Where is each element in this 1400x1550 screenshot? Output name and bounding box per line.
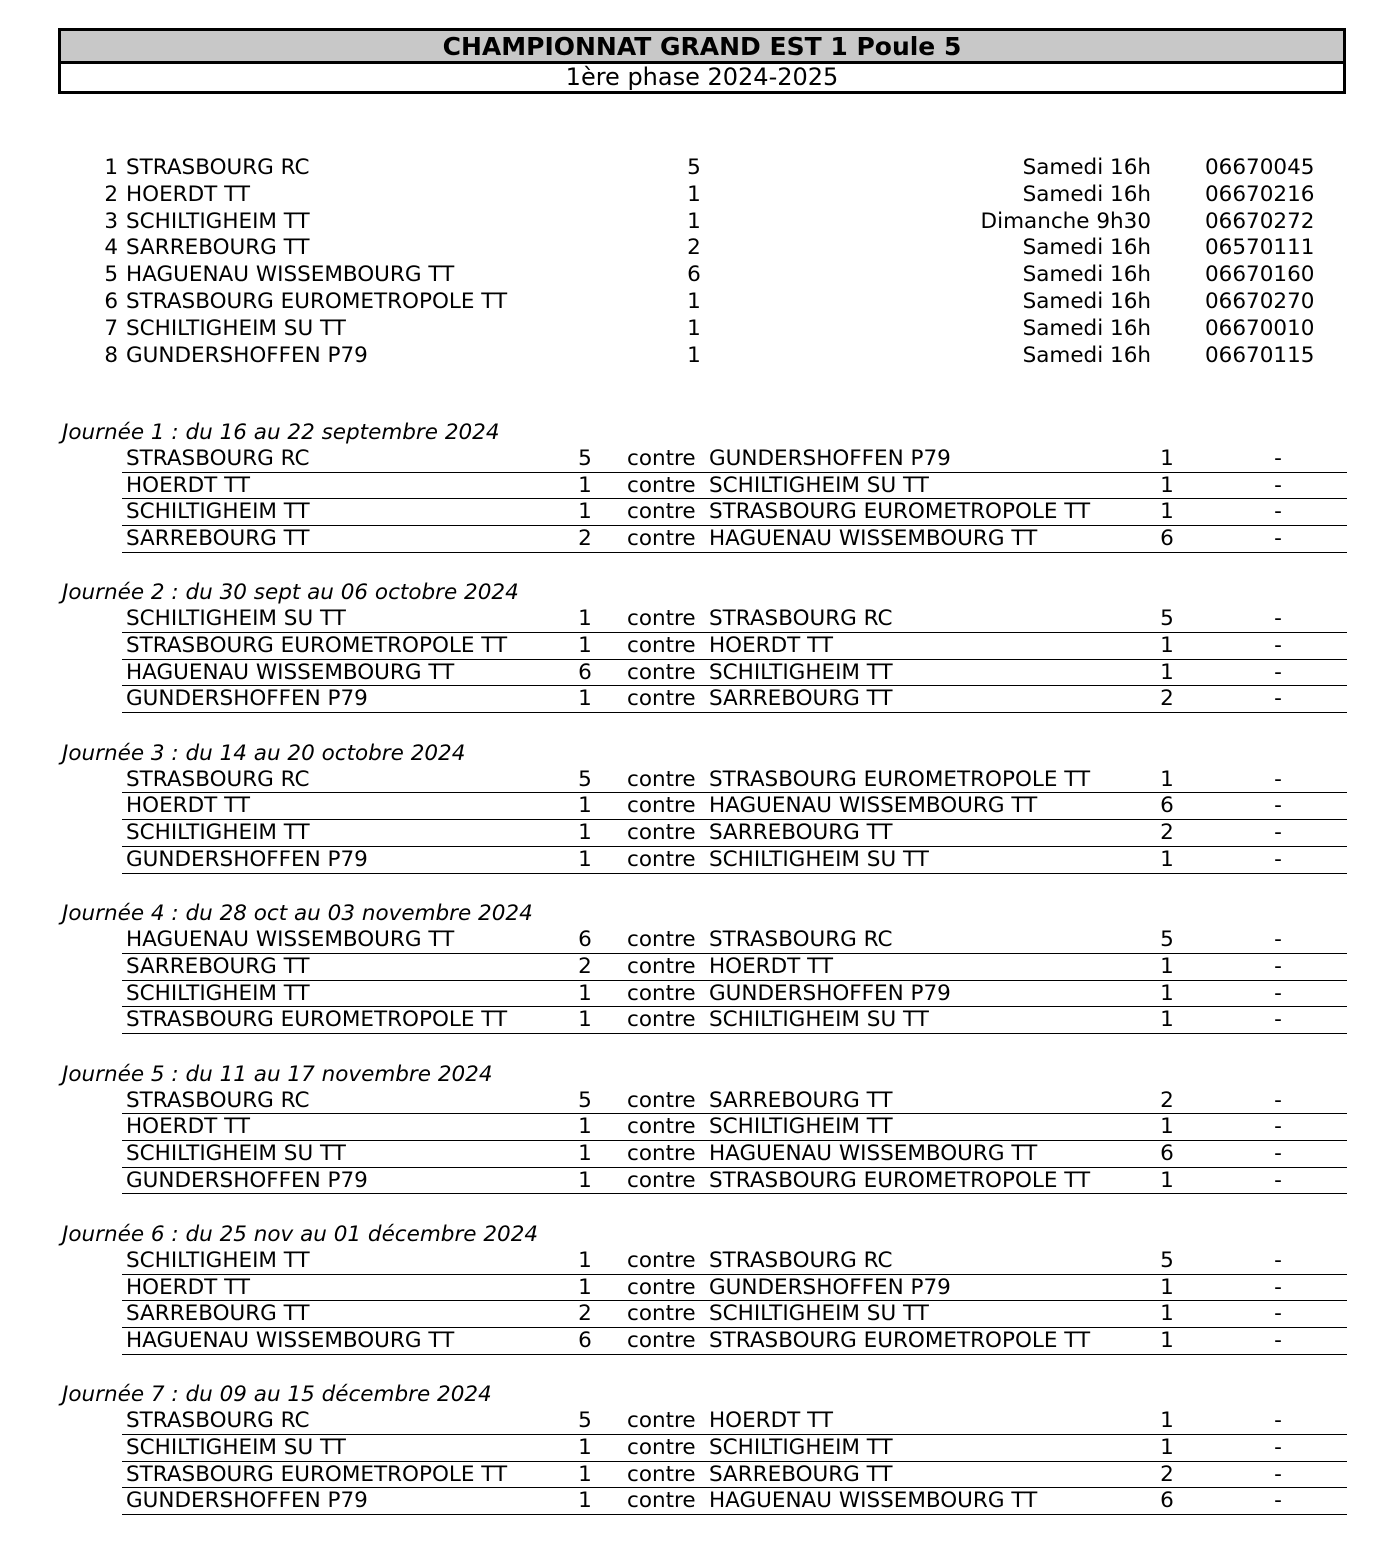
- home-count: 6: [578, 1328, 592, 1354]
- away-count: 1: [1160, 980, 1174, 1006]
- page-title: CHAMPIONNAT GRAND EST 1 Poule 5: [61, 31, 1343, 64]
- away-count: 6: [1160, 1488, 1174, 1514]
- versus-label: contre: [627, 766, 696, 792]
- match-result: -: [1274, 1114, 1282, 1140]
- away-count: 1: [1160, 1435, 1174, 1461]
- away-count: 5: [1160, 927, 1174, 953]
- home-count: 2: [578, 953, 592, 979]
- away-team: STRASBOURG RC: [709, 927, 893, 953]
- home-count: 1: [578, 499, 592, 525]
- versus-label: contre: [627, 1435, 696, 1461]
- match-result: -: [1274, 793, 1282, 819]
- home-team: HOERDT TT: [126, 472, 251, 498]
- team-schedule: Samedi 16h: [1022, 155, 1151, 180]
- versus-label: contre: [627, 1461, 696, 1487]
- match-row: [122, 1007, 1347, 1034]
- match-row: [122, 847, 1347, 874]
- away-team: STRASBOURG EUROMETROPOLE TT: [709, 1328, 1091, 1354]
- match-row: [122, 686, 1347, 713]
- team-code: 06670216: [1205, 181, 1315, 207]
- match-row: [122, 767, 1347, 794]
- match-result: -: [1274, 980, 1282, 1006]
- match-result: -: [1274, 606, 1282, 632]
- versus-label: contre: [627, 633, 696, 659]
- home-count: 1: [578, 472, 592, 498]
- away-team: GUNDERSHOFFEN P79: [709, 446, 951, 471]
- away-team: HOERDT TT: [709, 633, 834, 659]
- away-team: HAGUENAU WISSEMBOURG TT: [709, 1140, 1038, 1166]
- home-team: HOERDT TT: [126, 793, 251, 819]
- team-schedule: Samedi 16h: [1022, 181, 1151, 207]
- match-list: [0, 446, 1400, 553]
- home-team: GUNDERSHOFFEN P79: [126, 846, 368, 872]
- home-count: 1: [578, 1488, 592, 1514]
- home-team: GUNDERSHOFFEN P79: [126, 686, 368, 712]
- versus-label: contre: [627, 1274, 696, 1300]
- away-team: STRASBOURG EUROMETROPOLE TT: [709, 499, 1091, 525]
- match-list: [0, 767, 1400, 874]
- match-list: [0, 606, 1400, 713]
- team-row: [0, 289, 1400, 316]
- away-count: 1: [1160, 633, 1174, 659]
- match-result: -: [1274, 1461, 1282, 1487]
- home-count: 1: [578, 1114, 592, 1140]
- home-count: 1: [578, 1461, 592, 1487]
- away-count: 2: [1160, 1087, 1174, 1113]
- team-row: [0, 316, 1400, 343]
- match-result: -: [1274, 526, 1282, 552]
- versus-label: contre: [627, 927, 696, 953]
- team-name: HAGUENAU WISSEMBOURG TT: [126, 262, 455, 288]
- match-row: [122, 446, 1347, 473]
- match-row: [122, 1114, 1347, 1141]
- versus-label: contre: [627, 1408, 696, 1434]
- match-row: [122, 499, 1347, 526]
- away-count: 1: [1160, 1301, 1174, 1327]
- journee-title: Journée 4 : du 28 oct au 03 novembre 2024: [62, 901, 533, 927]
- match-result: -: [1274, 1140, 1282, 1166]
- match-row: [122, 981, 1347, 1008]
- home-team: SCHILTIGHEIM TT: [126, 1248, 310, 1273]
- away-count: 1: [1160, 1328, 1174, 1354]
- team-code: 06670010: [1205, 315, 1315, 341]
- away-team: GUNDERSHOFFEN P79: [709, 980, 951, 1006]
- versus-label: contre: [627, 686, 696, 712]
- home-count: 5: [578, 766, 592, 792]
- home-team: SCHILTIGHEIM SU TT: [126, 606, 346, 632]
- home-team: STRASBOURG EUROMETROPOLE TT: [126, 633, 508, 659]
- away-count: 1: [1160, 1274, 1174, 1300]
- home-count: 1: [578, 633, 592, 659]
- home-team: HOERDT TT: [126, 1274, 251, 1300]
- home-team: STRASBOURG RC: [126, 1087, 310, 1113]
- match-result: -: [1274, 927, 1282, 953]
- match-row: [122, 1248, 1347, 1275]
- away-team: SCHILTIGHEIM SU TT: [709, 846, 929, 872]
- journee-title: Journée 2 : du 30 sept au 06 octobre 2024: [62, 580, 519, 606]
- team-row: [0, 209, 1400, 236]
- team-code: 06670272: [1205, 208, 1315, 234]
- teams-list: [0, 155, 1400, 369]
- away-team: SARREBOURG TT: [709, 1461, 893, 1487]
- home-team: SCHILTIGHEIM SU TT: [126, 1140, 346, 1166]
- team-count: 1: [687, 208, 701, 234]
- team-count: 2: [687, 235, 701, 261]
- match-list: [0, 927, 1400, 1034]
- team-code: 06670115: [1205, 342, 1315, 368]
- versus-label: contre: [627, 1248, 696, 1273]
- home-team: STRASBOURG EUROMETROPOLE TT: [126, 1461, 508, 1487]
- home-count: 1: [578, 1248, 592, 1273]
- away-team: GUNDERSHOFFEN P79: [709, 1274, 951, 1300]
- away-count: 2: [1160, 1461, 1174, 1487]
- home-count: 5: [578, 1087, 592, 1113]
- team-number: 1: [104, 155, 118, 180]
- away-team: HOERDT TT: [709, 1408, 834, 1434]
- match-result: -: [1274, 1301, 1282, 1327]
- away-count: 2: [1160, 820, 1174, 846]
- home-team: SCHILTIGHEIM TT: [126, 980, 310, 1006]
- away-count: 6: [1160, 1140, 1174, 1166]
- away-team: SARREBOURG TT: [709, 1087, 893, 1113]
- versus-label: contre: [627, 1087, 696, 1113]
- team-code: 06670270: [1205, 288, 1315, 314]
- home-team: SCHILTIGHEIM TT: [126, 820, 310, 846]
- header-box: [58, 28, 1346, 94]
- away-count: 1: [1160, 953, 1174, 979]
- journee-title: Journée 6 : du 25 nov au 01 décembre 2024: [62, 1222, 539, 1247]
- away-count: 1: [1160, 472, 1174, 498]
- away-team: HAGUENAU WISSEMBOURG TT: [709, 1488, 1038, 1514]
- home-team: SCHILTIGHEIM TT: [126, 499, 310, 525]
- versus-label: contre: [627, 446, 696, 471]
- match-row: [122, 1275, 1347, 1302]
- match-row: [122, 526, 1347, 553]
- team-name: STRASBOURG EUROMETROPOLE TT: [126, 288, 508, 314]
- match-result: -: [1274, 1435, 1282, 1461]
- match-row: [122, 606, 1347, 633]
- journee-title: Journée 7 : du 09 au 15 décembre 2024: [62, 1382, 492, 1408]
- team-count: 6: [687, 262, 701, 288]
- team-number: 3: [104, 208, 118, 234]
- versus-label: contre: [627, 820, 696, 846]
- home-count: 6: [578, 659, 592, 685]
- away-team: STRASBOURG EUROMETROPOLE TT: [709, 766, 1091, 792]
- team-count: 5: [687, 155, 701, 180]
- page-subtitle: 1ère phase 2024-2025: [565, 63, 839, 91]
- versus-label: contre: [627, 1007, 696, 1033]
- away-team: STRASBOURG EUROMETROPOLE TT: [709, 1167, 1091, 1193]
- team-code: 06670160: [1205, 262, 1315, 288]
- team-schedule: Samedi 16h: [1022, 342, 1151, 368]
- home-count: 2: [578, 526, 592, 552]
- team-name: SCHILTIGHEIM TT: [126, 208, 310, 234]
- match-row: [122, 1301, 1347, 1328]
- versus-label: contre: [627, 472, 696, 498]
- match-result: -: [1274, 472, 1282, 498]
- journee-title: Journée 1 : du 16 au 22 septembre 2024: [62, 420, 500, 445]
- match-row: [122, 633, 1347, 660]
- team-code: 06570111: [1205, 235, 1315, 261]
- versus-label: contre: [627, 1328, 696, 1354]
- team-row: [0, 155, 1400, 182]
- match-result: -: [1274, 446, 1282, 471]
- away-count: 1: [1160, 446, 1174, 471]
- team-number: 5: [104, 262, 118, 288]
- team-schedule: Dimanche 9h30: [980, 208, 1151, 234]
- team-count: 1: [687, 288, 701, 314]
- team-name: GUNDERSHOFFEN P79: [126, 342, 368, 368]
- match-row: [122, 660, 1347, 687]
- team-schedule: Samedi 16h: [1022, 262, 1151, 288]
- home-count: 5: [578, 1408, 592, 1434]
- away-team: HAGUENAU WISSEMBOURG TT: [709, 793, 1038, 819]
- team-name: SCHILTIGHEIM SU TT: [126, 315, 346, 341]
- team-row: [0, 343, 1400, 370]
- match-row: [122, 1088, 1347, 1115]
- team-number: 4: [104, 235, 118, 261]
- away-count: 1: [1160, 499, 1174, 525]
- team-name: STRASBOURG RC: [126, 155, 310, 180]
- versus-label: contre: [627, 1301, 696, 1327]
- match-result: -: [1274, 953, 1282, 979]
- versus-label: contre: [627, 846, 696, 872]
- away-count: 2: [1160, 686, 1174, 712]
- home-team: STRASBOURG RC: [126, 446, 310, 471]
- match-row: [122, 1488, 1347, 1515]
- home-team: GUNDERSHOFFEN P79: [126, 1167, 368, 1193]
- away-count: 1: [1160, 766, 1174, 792]
- match-row: [122, 927, 1347, 954]
- team-number: 7: [104, 315, 118, 341]
- away-count: 1: [1160, 1167, 1174, 1193]
- match-list: [0, 1408, 1400, 1515]
- home-count: 1: [578, 1167, 592, 1193]
- home-count: 1: [578, 820, 592, 846]
- away-team: STRASBOURG RC: [709, 1248, 893, 1273]
- team-number: 8: [104, 342, 118, 368]
- away-team: SCHILTIGHEIM SU TT: [709, 1301, 929, 1327]
- match-result: -: [1274, 1328, 1282, 1354]
- match-list: [0, 1088, 1400, 1195]
- versus-label: contre: [627, 980, 696, 1006]
- team-count: 1: [687, 342, 701, 368]
- away-team: HOERDT TT: [709, 953, 834, 979]
- match-result: -: [1274, 820, 1282, 846]
- match-row: [122, 1168, 1347, 1195]
- versus-label: contre: [627, 1140, 696, 1166]
- versus-label: contre: [627, 499, 696, 525]
- team-count: 1: [687, 315, 701, 341]
- team-count: 1: [687, 181, 701, 207]
- away-team: SARREBOURG TT: [709, 686, 893, 712]
- journee-title: Journée 5 : du 11 au 17 novembre 2024: [62, 1061, 493, 1087]
- team-name: SARREBOURG TT: [126, 235, 310, 261]
- home-team: GUNDERSHOFFEN P79: [126, 1488, 368, 1514]
- home-count: 1: [578, 793, 592, 819]
- home-count: 2: [578, 1301, 592, 1327]
- journee-title: Journée 3 : du 14 au 20 octobre 2024: [62, 740, 466, 766]
- away-team: STRASBOURG RC: [709, 606, 893, 632]
- home-team: SARREBOURG TT: [126, 953, 310, 979]
- home-team: STRASBOURG RC: [126, 1408, 310, 1434]
- team-number: 6: [104, 288, 118, 314]
- away-count: 1: [1160, 1408, 1174, 1434]
- versus-label: contre: [627, 606, 696, 632]
- match-row: [122, 954, 1347, 981]
- match-result: -: [1274, 686, 1282, 712]
- team-schedule: Samedi 16h: [1022, 235, 1151, 261]
- home-count: 1: [578, 1007, 592, 1033]
- home-team: STRASBOURG EUROMETROPOLE TT: [126, 1007, 508, 1033]
- away-count: 6: [1160, 526, 1174, 552]
- away-count: 6: [1160, 793, 1174, 819]
- home-team: HAGUENAU WISSEMBOURG TT: [126, 927, 455, 953]
- match-result: -: [1274, 1007, 1282, 1033]
- away-count: 1: [1160, 1007, 1174, 1033]
- away-count: 5: [1160, 1248, 1174, 1273]
- versus-label: contre: [627, 1488, 696, 1514]
- versus-label: contre: [627, 793, 696, 819]
- match-row: [122, 1328, 1347, 1355]
- match-result: -: [1274, 846, 1282, 872]
- match-row: [122, 1141, 1347, 1168]
- match-row: [122, 793, 1347, 820]
- team-schedule: Samedi 16h: [1022, 315, 1151, 341]
- team-row: [0, 262, 1400, 289]
- team-schedule: Samedi 16h: [1022, 288, 1151, 314]
- match-row: [122, 820, 1347, 847]
- match-row: [122, 473, 1347, 500]
- home-team: STRASBOURG RC: [126, 766, 310, 792]
- home-count: 1: [578, 686, 592, 712]
- match-result: -: [1274, 499, 1282, 525]
- away-count: 1: [1160, 846, 1174, 872]
- team-row: [0, 182, 1400, 209]
- home-count: 1: [578, 606, 592, 632]
- home-count: 1: [578, 1274, 592, 1300]
- away-team: SCHILTIGHEIM TT: [709, 1114, 893, 1140]
- away-count: 1: [1160, 1114, 1174, 1140]
- home-team: SCHILTIGHEIM SU TT: [126, 1435, 346, 1461]
- match-result: -: [1274, 1274, 1282, 1300]
- team-name: HOERDT TT: [126, 181, 251, 207]
- home-team: HAGUENAU WISSEMBOURG TT: [126, 659, 455, 685]
- versus-label: contre: [627, 953, 696, 979]
- away-count: 5: [1160, 606, 1174, 632]
- home-team: SARREBOURG TT: [126, 526, 310, 552]
- home-team: SARREBOURG TT: [126, 1301, 310, 1327]
- versus-label: contre: [627, 526, 696, 552]
- home-team: HAGUENAU WISSEMBOURG TT: [126, 1328, 455, 1354]
- away-team: SCHILTIGHEIM SU TT: [709, 472, 929, 498]
- team-number: 2: [104, 181, 118, 207]
- team-row: [0, 235, 1400, 262]
- away-team: SARREBOURG TT: [709, 820, 893, 846]
- match-result: -: [1274, 766, 1282, 792]
- away-team: SCHILTIGHEIM SU TT: [709, 1007, 929, 1033]
- home-count: 5: [578, 446, 592, 471]
- match-result: -: [1274, 1248, 1282, 1273]
- home-team: HOERDT TT: [126, 1114, 251, 1140]
- versus-label: contre: [627, 1167, 696, 1193]
- away-count: 1: [1160, 659, 1174, 685]
- home-count: 1: [578, 846, 592, 872]
- match-result: -: [1274, 633, 1282, 659]
- home-count: 1: [578, 1140, 592, 1166]
- home-count: 1: [578, 1435, 592, 1461]
- home-count: 1: [578, 980, 592, 1006]
- match-result: -: [1274, 1087, 1282, 1113]
- home-count: 6: [578, 927, 592, 953]
- match-list: [0, 1248, 1400, 1355]
- match-row: [122, 1462, 1347, 1489]
- away-team: SCHILTIGHEIM TT: [709, 659, 893, 685]
- match-row: [122, 1435, 1347, 1462]
- away-team: HAGUENAU WISSEMBOURG TT: [709, 526, 1038, 552]
- versus-label: contre: [627, 659, 696, 685]
- match-result: -: [1274, 1408, 1282, 1434]
- versus-label: contre: [627, 1114, 696, 1140]
- away-team: SCHILTIGHEIM TT: [709, 1435, 893, 1461]
- match-result: -: [1274, 659, 1282, 685]
- match-result: -: [1274, 1488, 1282, 1514]
- match-result: -: [1274, 1167, 1282, 1193]
- team-code: 06670045: [1205, 155, 1315, 180]
- match-row: [122, 1408, 1347, 1435]
